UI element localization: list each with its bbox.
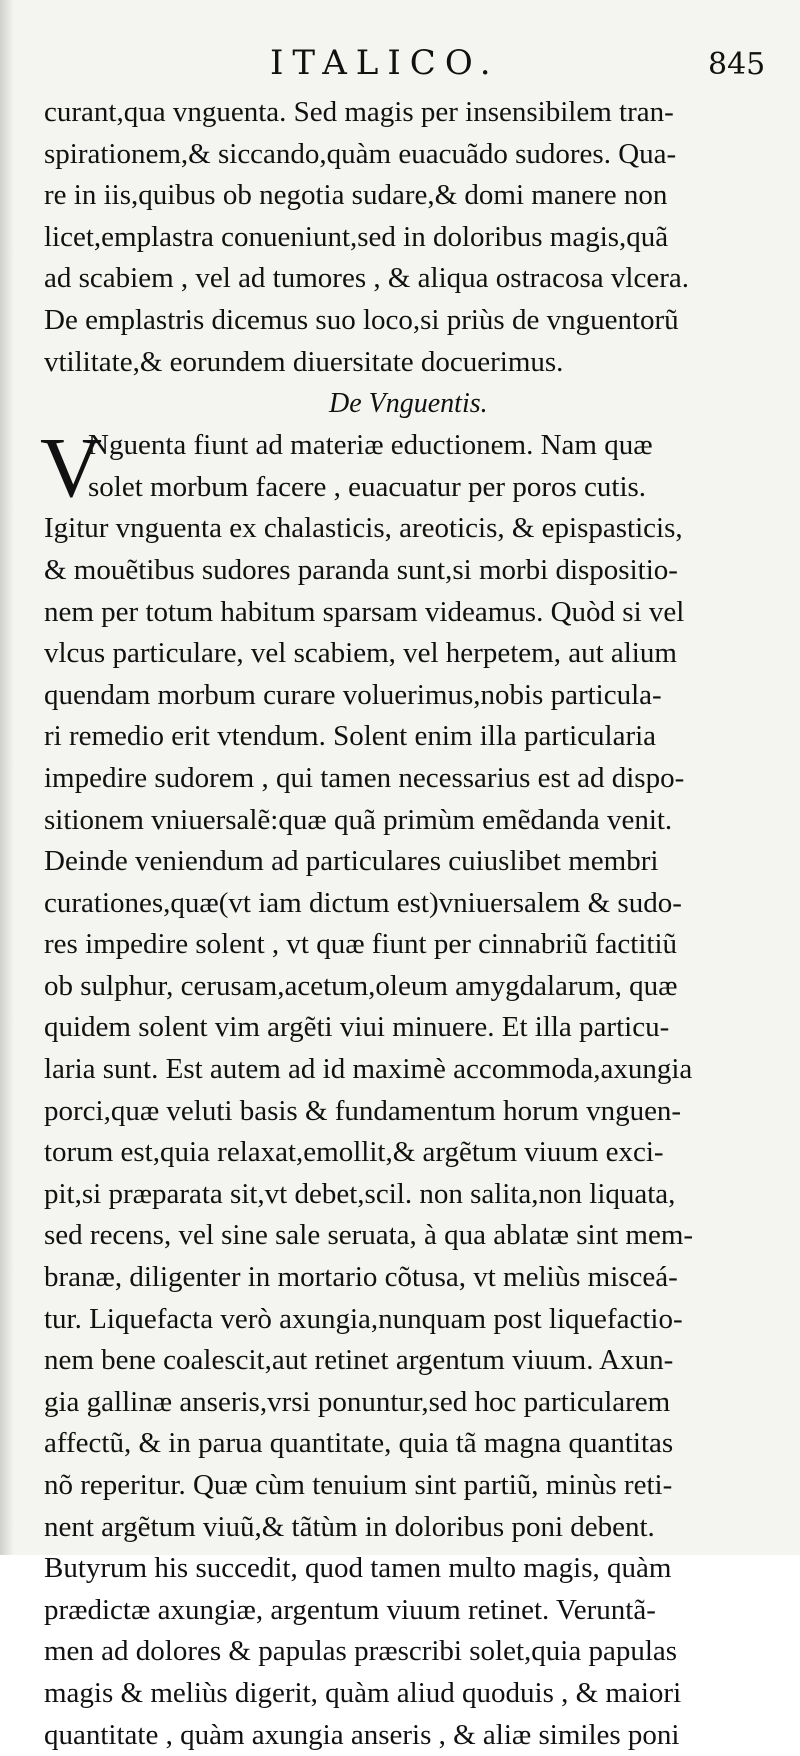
text-line: ad scabiem , vel ad tumores , & aliqua ostracosa vlcera. (44, 262, 690, 295)
section-heading: De Vnguentis. (329, 388, 488, 420)
text-line: Butyrum his succedit, quod tamen multo magis, quàm (44, 1552, 672, 1585)
text-line: quantitate , quàm axungia anseris , & aliæ similes poni (44, 1718, 680, 1751)
text-line: magis & meliùs digerit, quàm aliud quoduis , & maiori (44, 1676, 682, 1709)
text-line: nem per totum habitum sparsam videamus. Quòd si vel (44, 595, 685, 628)
text-line: & mouẽtibus sudores paranda sunt,si morbi dispositio- (44, 553, 678, 586)
text-line: men ad dolores & papulas præscribi solet,quia papulas (44, 1635, 678, 1668)
text-line: porci,quæ veluti basis & fundamentum horum vnguen- (44, 1094, 682, 1127)
text-line: solet morbum facere , euacuatur per poros cutis. (88, 470, 647, 503)
text-line: spirationem,& siccando,quàm euacuãdo sudores. Qua- (44, 137, 677, 170)
text-line: affectũ, & in parua quantitate, quia tã magna quantitas (44, 1427, 674, 1460)
text-line: vlcus particulare, vel scabiem, vel herpetem, aut alium (44, 637, 677, 670)
page-number: 845 (708, 47, 766, 82)
text-line: impedire sudorem , qui tamen necessarius est ad dispo- (44, 761, 685, 794)
text-line: branæ, diligenter in mortario cõtusa, vt meliùs misceá- (44, 1261, 678, 1294)
page-header (0, 38, 800, 88)
text-line: quidem solent vim argẽti viui minuere. Et illa particu- (44, 1011, 670, 1044)
text-line: tur. Liquefacta verò axungia,nunquam post liquefactio- (44, 1302, 683, 1335)
drop-cap-initial: V (40, 419, 103, 516)
text-line: licet,emplastra conueniunt,sed in doloribus magis,quã (44, 220, 669, 253)
scan-edge-shadow (0, 0, 14, 1555)
text-line: De emplastris dicemus suo loco,si priùs de vnguentorũ (44, 303, 679, 336)
text-line: curant,qua vnguenta. Sed magis per insensibilem tran- (44, 96, 674, 128)
body-text (40, 92, 764, 1756)
text-line: sitionem vniuersalẽ:quæ quã primùm emẽdanda venit. (44, 803, 673, 836)
text-line: curationes,quæ(vt iam dictum est)vniuersalem & sudo- (44, 886, 682, 919)
text-line: nõ reperitur. Quæ cùm tenuium sint partiũ, minùs reti- (44, 1469, 673, 1501)
running-head: ITALICO. (270, 43, 500, 83)
opening-paragraph (40, 419, 764, 516)
text-line: re in iis,quibus ob negotia sudare,& domi manere non (44, 179, 668, 212)
text-line: laria sunt. Est autem ad id maximè accommoda,axungia (44, 1053, 693, 1086)
text-line: pit,si præparata sit,vt debet,scil. non salita,non liquata, (44, 1177, 676, 1210)
text-line: vtilitate,& eorundem diuersitate docuerimus. (44, 345, 564, 378)
text-line: prædictæ axungiæ, argentum viuum retinet. Veruntã- (44, 1593, 656, 1626)
text-line: res impedire solent , vt quæ fiunt per cinnabriũ factitiũ (44, 928, 678, 961)
text-line: Nguenta fiunt ad materiæ eductionem. Nam quæ (88, 429, 653, 462)
text-line: nent argẽtum viuũ,& tãtùm in doloribus poni debent. (44, 1510, 655, 1543)
text-line: quendam morbum curare voluerimus,nobis particula- (44, 678, 662, 711)
text-line: gia gallinæ anseris,vrsi ponuntur,sed hoc particularem (44, 1385, 671, 1418)
text-line: ob sulphur, cerusam,acetum,oleum amygdalarum, quæ (44, 969, 678, 1002)
text-line: Deinde veniendum ad particulares cuiuslibet membri (44, 845, 659, 878)
text-line: nem bene coalescit,aut retinet argentum viuum. Axun- (44, 1344, 674, 1377)
text-line: ri remedio erit vtendum. Solent enim illa particularia (44, 720, 657, 753)
text-line: torum est,quia relaxat,emollit,& argẽtum viuum exci- (44, 1136, 664, 1169)
text-line: Igitur vnguenta ex chalasticis, areoticis, & epispasticis, (44, 512, 683, 545)
text-line: sed recens, vel sine sale seruata, à qua ablatæ sint mem- (44, 1219, 694, 1252)
